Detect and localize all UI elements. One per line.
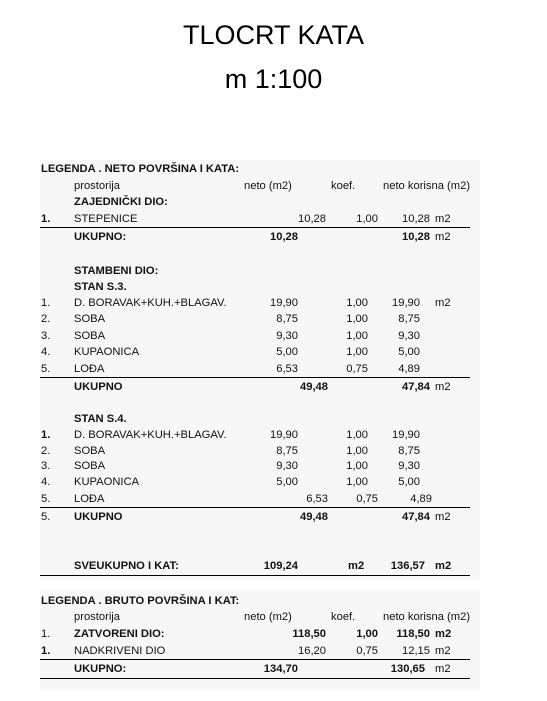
apartment-name: STAN S.3.	[74, 281, 127, 293]
header-neto: neto (m2)	[244, 180, 292, 192]
header-korisna: neto korisna (m2)	[383, 611, 471, 623]
divider	[40, 507, 470, 508]
divider	[40, 678, 470, 679]
residential-heading: STAMBENI DIO:	[74, 265, 159, 277]
header-room: prostorija	[74, 611, 121, 623]
common-heading: ZAJEDNIČKI DIO:	[74, 196, 168, 208]
divider	[40, 575, 470, 576]
divider	[40, 227, 470, 228]
bruto-legend: LEGENDA . BRUTO POVRŠINA I KAT:	[41, 595, 240, 607]
header-koef: koef.	[331, 611, 356, 623]
page-title: TLOCRT KATA	[182, 20, 365, 50]
divider	[40, 377, 470, 378]
header-korisna: neto korisna (m2)	[383, 180, 471, 192]
header-room: prostorija	[74, 180, 121, 192]
header-koef: koef.	[331, 180, 356, 192]
header-neto: neto (m2)	[244, 611, 292, 623]
divider	[40, 659, 470, 660]
apartment-name: STAN S.4.	[74, 413, 127, 425]
scale-label: m 1:100	[224, 64, 323, 94]
neto-legend: LEGENDA . NETO POVRŠINA I KATA:	[41, 163, 240, 175]
